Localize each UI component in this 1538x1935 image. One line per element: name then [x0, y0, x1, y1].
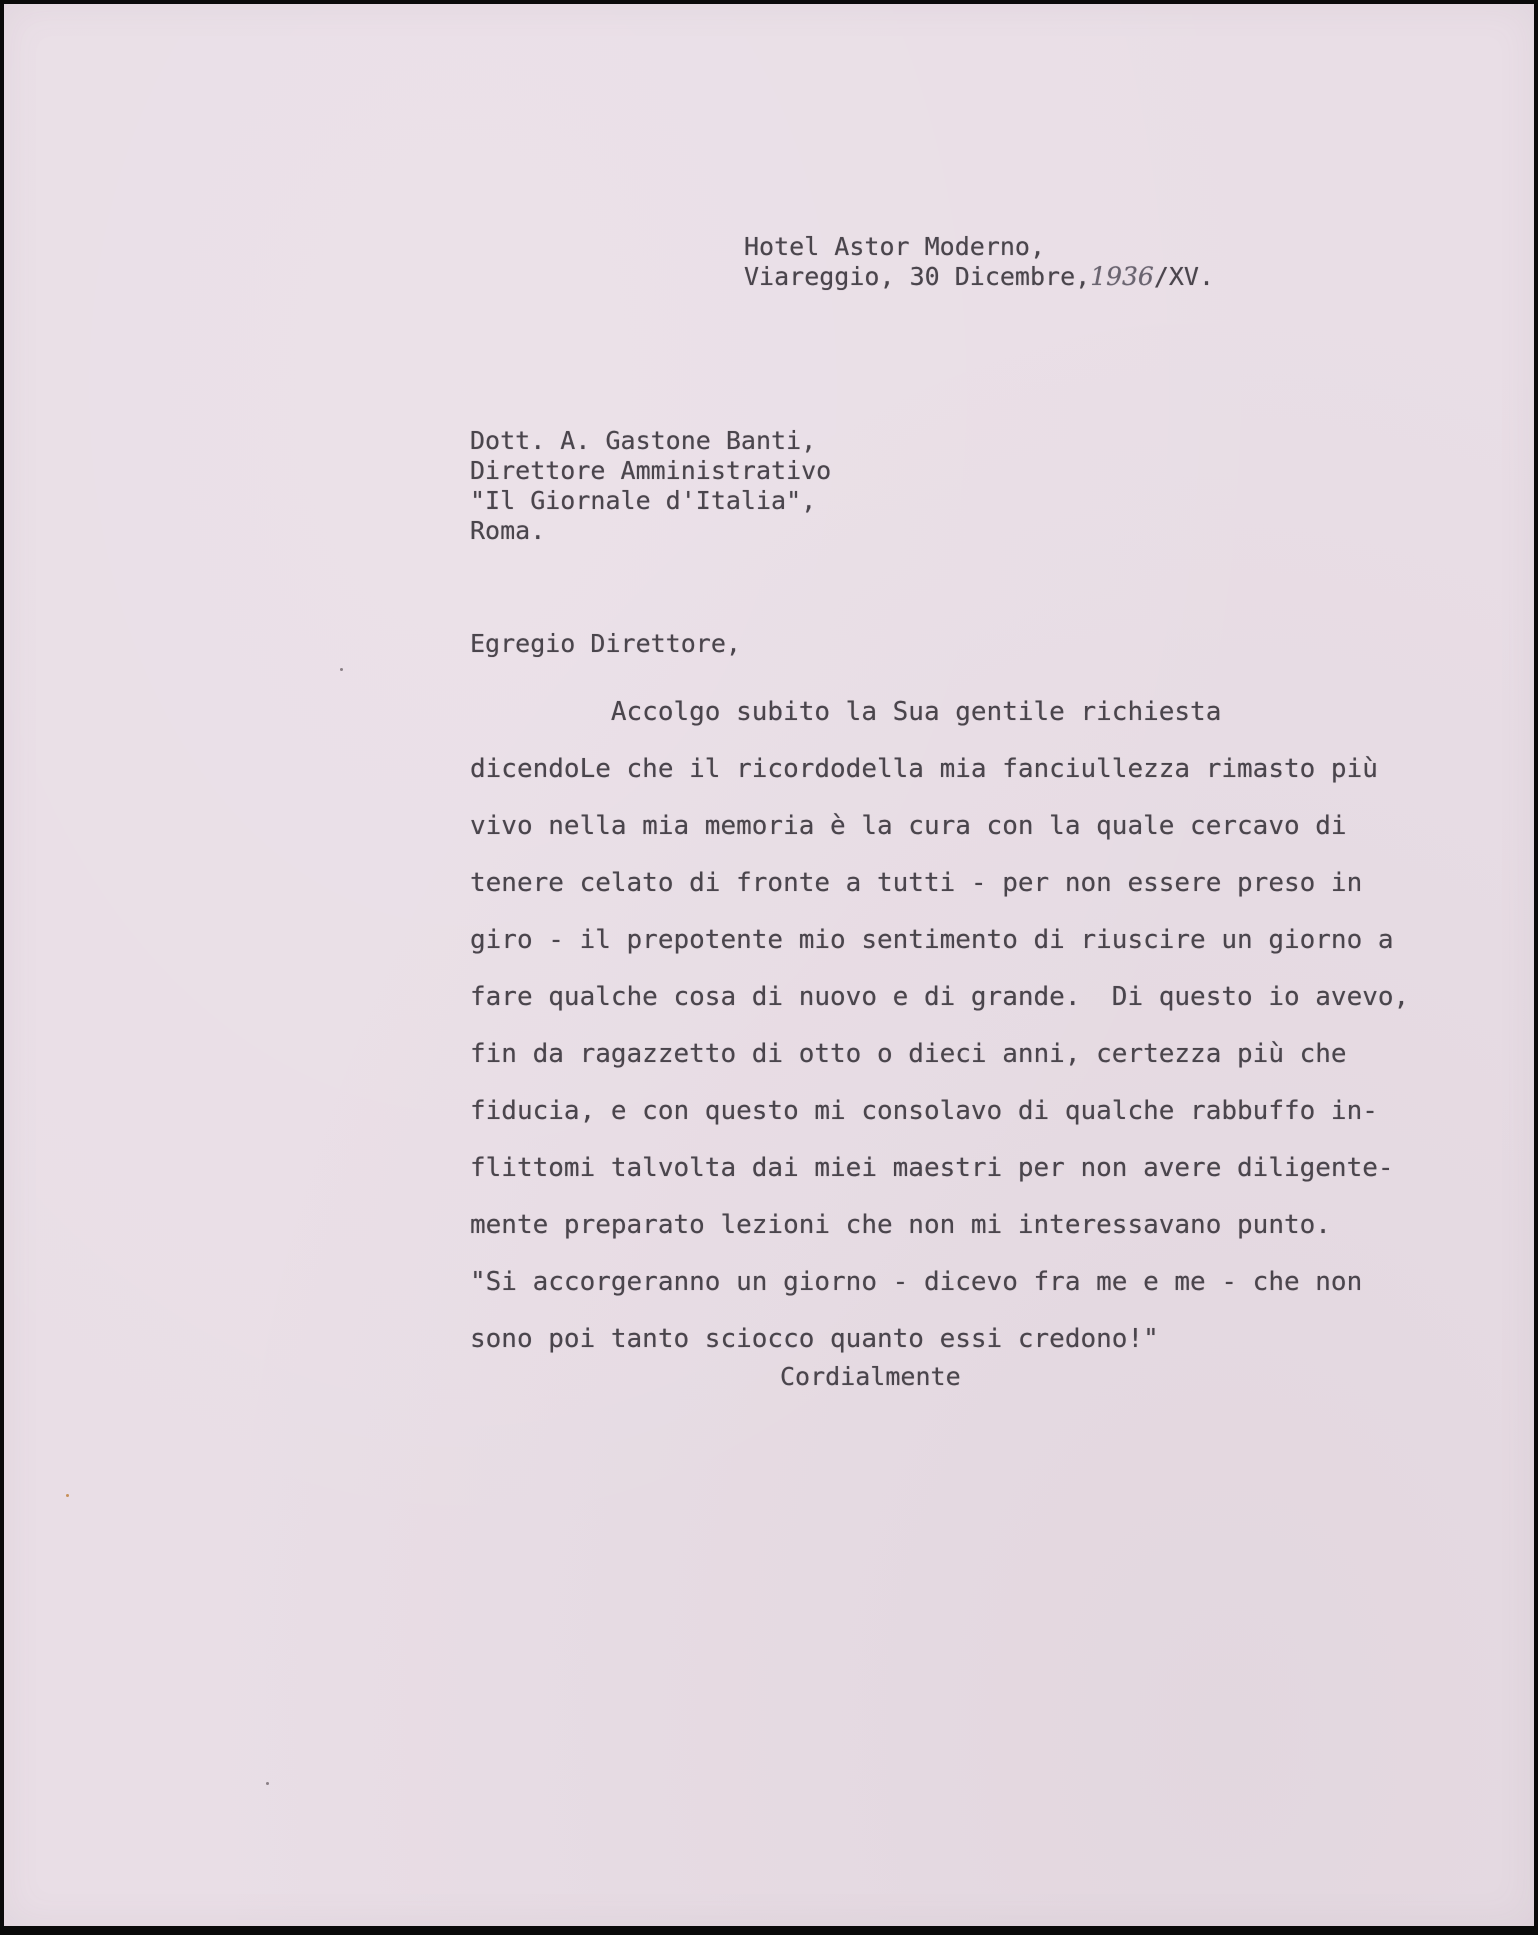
address-line: Roma.	[470, 516, 546, 545]
body-line: fin da ragazzetto di otto o dieci anni, certezza più che	[470, 1039, 1347, 1069]
heading-fascist-year: /XV.	[1153, 262, 1215, 291]
salutation: Egregio Direttore,	[470, 629, 741, 658]
body-line: giro - il prepotente mio sentimento di riuscire un giorno a	[470, 925, 1394, 955]
body-line: fiducia, e con questo mi consolavo di qualche rabbuffo in-	[470, 1096, 1378, 1126]
body-line: "Si accorgeranno un giorno - dicevo fra me e me - che non	[470, 1267, 1363, 1297]
body-line: vivo nella mia memoria è la cura con la quale cercavo di	[470, 811, 1347, 841]
address-line: "Il Giornale d'Italia",	[470, 486, 817, 515]
heading-place-date	[744, 262, 1214, 291]
heading-hotel: Hotel Astor Moderno,	[744, 232, 1046, 261]
body-line: flittomi talvolta dai miei maestri per non avere diligente-	[470, 1153, 1394, 1183]
letter-body	[470, 684, 1409, 1368]
paper-speck	[340, 668, 343, 671]
letter-page	[4, 4, 1534, 1926]
paper-speck	[66, 1494, 69, 1497]
body-line: Accolgo subito la Sua gentile richiesta	[470, 697, 1222, 727]
body-line: tenere celato di fronte a tutti - per non essere preso in	[470, 868, 1363, 898]
address-line: Dott. A. Gastone Banti,	[470, 426, 817, 455]
body-line: dicendoLe che il ricordodella mia fanciullezza rimasto più	[470, 754, 1378, 784]
body-line: mente preparato lezioni che non mi interessavano punto.	[470, 1210, 1331, 1240]
body-line: sono poi tanto sciocco quanto essi credono!"	[470, 1324, 1159, 1354]
heading-year: 1936	[1090, 262, 1154, 291]
heading-date-text: Viareggio, 30 Dicembre,	[744, 262, 1091, 291]
closing: Cordialmente	[780, 1362, 961, 1391]
letter-heading	[744, 232, 1214, 292]
recipient-address	[470, 426, 831, 546]
body-line: fare qualche cosa di nuovo e di grande. Di questo io avevo,	[470, 982, 1410, 1012]
address-line: Direttore Amministrativo	[470, 456, 832, 485]
paper-speck	[266, 1782, 269, 1785]
